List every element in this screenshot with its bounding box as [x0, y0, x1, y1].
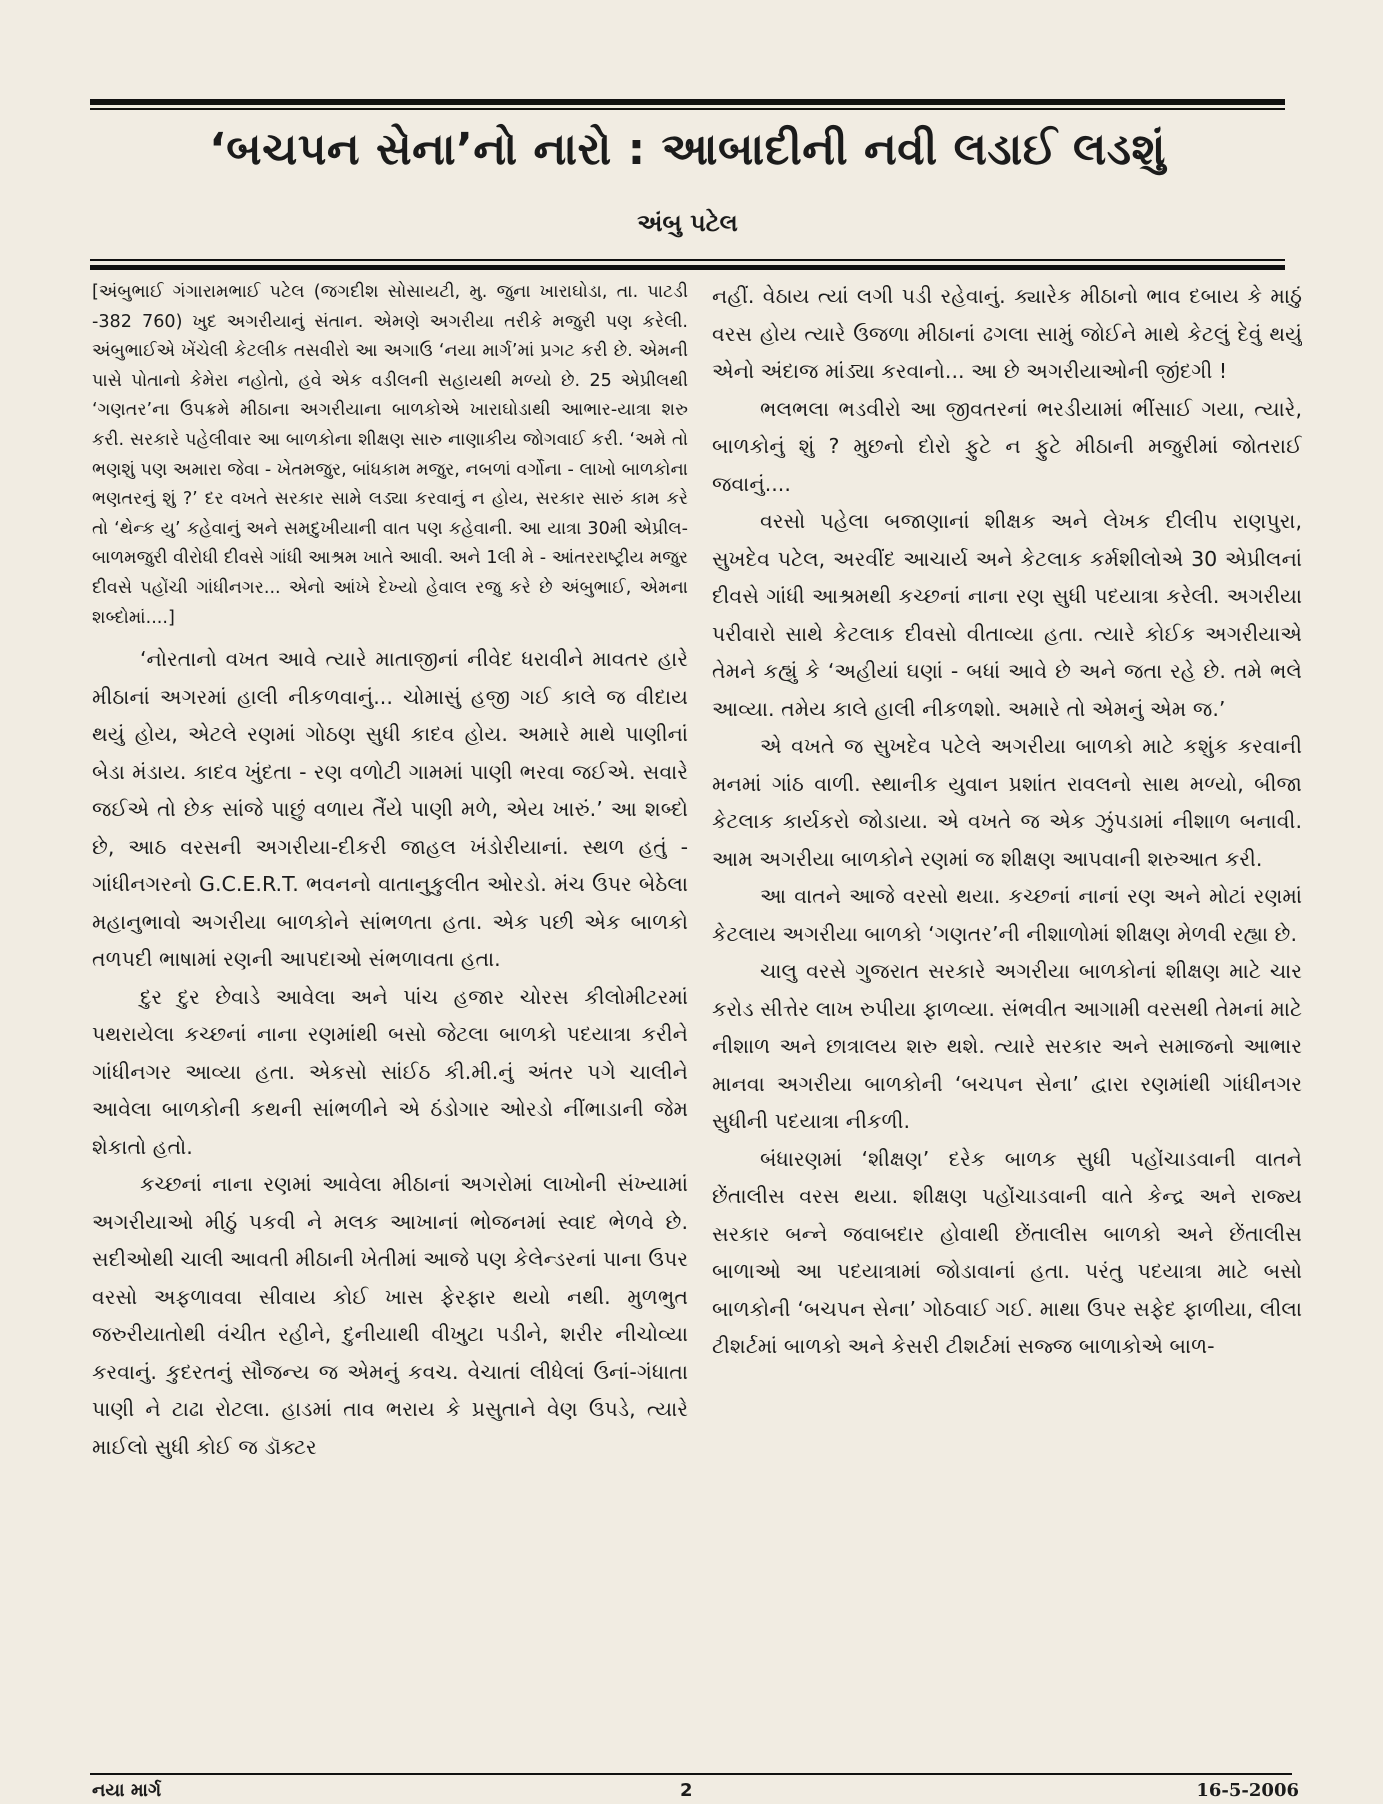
article-byline: અંબુ પટેલ [637, 209, 738, 237]
body-paragraph: એ વખતે જ સુખદેવ પટેલે અગરીયા બાળકો માટે કશુંક કરવાની મનમાં ગાંઠ વાળી. સ્થાનીક યુવાન પ્રશાંત રાવલનો સાથ મળ્યો, બીજા કેટલાક કાર્યકરો જોડાયા. એ વખતે જ એક ઝુંપડામાં નીશાળ બનાવી. આમ અગરીયા બાળકોને રણમાં જ શીક્ષણ આપવાની શરુઆત કરી. [712, 734, 1302, 871]
body-paragraph: કચ્છનાં નાના રણમાં આવેલા મીઠાનાં અગરોમાં લાખોની સંખ્યામાં અગરીયાઓ મીઠું પકવી ને મલક આખાનાં ભોજનમાં સ્વાદ ભેળવે છે. સદીઓથી ચાલી આવતી મીઠાની ખેતીમાં આજે પણ કેલેન્ડરનાં પાના ઉપર વરસો અફળાવવા સીવાય કોઈ ખાસ ફેરફાર થયો નથી. મુળભુત જરુરીયાતોથી વંચીત રહીને, દુનીયાથી વીખુટા પડીને, શરીર નીચોવ્યા કરવાનું. કુદરતનું સૌજન્ય જ એમનું કવચ. વેચાતાં લીધેલાં ઉનાં-ગંધાતા પાણી ને ટાઢા રોટલા. હાડમાં તાવ ભરાય કે પ્રસુતાને વેણ ઉપડે, ત્યારે માઈલો સુધી કોઈ જ ડૉક્ટર [92, 1172, 688, 1459]
body-paragraph: વરસો પહેલા બજાણાનાં શીક્ષક અને લેખક દીલીપ રાણપુરા, સુખદેવ પટેલ, અરવીંદ આચાર્ય અને કેટલાક કર્મશીલોએ 30 એપ્રીલનાં દીવસે ગાંધી આશ્રમથી કચ્છનાં નાના રણ સુધી પદયાત્રા કરેલી. અગરીયા પરીવારો સાથે કેટલાક દીવસો વીતાવ્યા હતા. ત્યારે કોઈક અગરીયાએ તેમને કહ્યું કે ‘અહીયાં ઘણાં - બધાં આવે છે અને જતા રહે છે. તમે ભલે આવ્યા. તમેય કાલે હાલી નીકળશો. અમારે તો એમનું એમ જ.’ [712, 509, 1302, 721]
footer-rule [90, 1773, 1292, 1775]
body-paragraph: ભલભલા ભડવીરો આ જીવતરનાં ભરડીયામાં ભીંસાઈ ગયા, ત્યારે, બાળકોનું શું ? મુછનો દોરો ફુટે ન ફુટે મીઠાની મજુરીમાં જોતરાઈ જવાનું.... [712, 396, 1302, 496]
body-paragraph: બંધારણમાં ‘શીક્ષણ’ દરેક બાળક સુધી પહોંચાડવાની વાતને છેંતાલીસ વરસ થયા. શીક્ષણ પહોંચાડવાની વાતે કેન્દ્ર અને રાજ્ય સરકાર બન્ને જવાબદાર હોવાથી છેંતાલીસ બાળકો અને છેંતાલીસ બાળાઓ આ પદયાત્રામાં જોડાવાનાં હતા. પરંતુ પદયાત્રા માટે બસો બાળકોની ‘બચપન સેના’ ગોઠવાઈ ગઈ. માથા ઉપર સફેદ ફાળીયા, લીલા ટીશર્ટમાં બાળકો અને કેસરી ટીશર્ટમાં સજ્જ બાળાકોએ બાળ- [712, 1146, 1302, 1358]
body-paragraph: દુર દુર છેવાડે આવેલા અને પાંચ હજાર ચોરસ કીલોમીટરમાં પથરાયેલા કચ્છનાં નાના રણમાંથી બસો જેટલા બાળકો પદયાત્રા કરીને ગાંધીનગર આવ્યા હતા. એકસો સાંઈઠ કી.મી.નું અંતર પગે ચાલીને આવેલા બાળકોની કથની સાંભળીને એ ઠંડોગાર ઓરડો નીંભાડાની જેમ શેકાતો હતો. [92, 984, 688, 1159]
footer-publication: નયા માર્ગ [92, 1780, 162, 1801]
body-paragraph: આ વાતને આજે વરસો થયા. કચ્છનાં નાનાં રણ અને મોટાં રણમાં કેટલાય અગરીયા બાળકો ‘ગણતર’ની નીશાળોમાં શીક્ષણ મેળવી રહ્યા છે. [712, 884, 1302, 946]
body-paragraph: નહીં. વેઠાય ત્યાં લગી પડી રહેવાનું. ક્યારેક મીઠાનો ભાવ દબાય કે માઠું વરસ હોય ત્યારે ઉજળા મીઠાનાં ઢગલા સામું જોઈને માથે કેટલું દેવું થયું એનો અંદાજ માંડ્યા કરવાનો... આ છે અગરીયાઓની જીંદગી ! [712, 284, 1302, 383]
byline-rule-thin [90, 259, 1285, 261]
top-rule-thin [90, 108, 1285, 110]
left-column [92, 278, 688, 1758]
footer-page-number: 2 [680, 1780, 693, 1801]
body-paragraph: ‘નોરતાનો વખત આવે ત્યારે માતાજીનાં નીવેદ ધરાવીને માવતર હારે મીઠાનાં અગરમાં હાલી નીકળવાનું... ચોમાસું હજી ગઈ કાલે જ વીદાય થયું હોય, એટલે રણમાં ગોઠણ સુધી કાદવ હોય. અમારે માથે પાણીનાં બેડા મંડાય. કાદવ ખુંદતા - રણ વળોટી ગામમાં પાણી ભરવા જઈએ. સવારે જઈએ તો છેક સાંજે પાછું વળાય તૈંયે પાણી મળે, એય ખારું.’ આ શબ્દો છે, આઠ વરસની અગરીયા-દીકરી જાહલ ખંડોરીયાનાં. સ્થળ હતું - ગાંધીનગરનો G.C.E.R.T. ભવનનો વાતાનુકુલીત ઓરડો. મંચ ઉપર બેઠેલા મહાનુભાવો અગરીયા બાળકોને સાંભળતા હતા. એક પછી એક બાળકો તળપદી ભાષામાં રણની આપદાઓ સંભળાવતા હતા. [92, 647, 688, 972]
footer-date: 16-5-2006 [1196, 1780, 1299, 1801]
article-headline: ‘બચપન સેના’નો નારો : આબાદીની નવી લડાઈ લડશું [209, 124, 1166, 175]
article-intro: [અંબુભાઈ ગંગારામભાઈ પટેલ (જગદીશ સોસાયટી, મુ. જુના ખારાઘોડા, તા. પાટડી -382 760) ખુદ અગરીયાનું સંતાન. એમણે અગરીયા તરીકે મજુરી પણ કરેલી. અંબુભાઈએ ખેંચેલી કેટલીક તસવીરો આ અગાઉ ‘નયા માર્ગ’માં પ્રગટ કરી છે. એમની પાસે પોતાનો કેમેરા નહોતો, હવે એક વડીલની સહાયથી મળ્યો છે. 25 એપ્રીલથી ‘ગણતર’ના ઉપક્રમે મીઠાના અગરીયાના બાળકોએ ખારાઘોડાથી આભાર-યાત્રા શરુ કરી. સરકારે પહેલીવાર આ બાળકોના શીક્ષણ સારુ નાણાકીય જોગવાઈ કરી. ‘અમે તો ભણશું પણ અમારા જેવા - ખેતમજુર, બાંધકામ મજુર, નબળાં વર્ગોના - લાખો બાળકોના ભણતરનું શું ?’ દર વખતે સરકાર સામે લડ્યા કરવાનું ન હોય, સરકાર સારું કામ કરે તો ‘થેન્ક યુ’ કહેવાનું અને સમદુખીયાની વાત પણ કહેવાની. આ યાત્રા 30મી એપ્રીલ-બાળમજુરી વીરોધી દીવસે ગાંધી આશ્રમ ખાતે આવી. અને 1લી મે - આંતરરાષ્ટ્રીય મજુર દીવસે પહોંચી ગાંધીનગર... એનો આંખે દેખ્યો હેવાલ રજુ કરે છે અંબુભાઈ, એમના શબ્દોમાં....] [92, 282, 688, 628]
byline-rule-thick [90, 265, 1285, 270]
right-column [712, 278, 1302, 1758]
top-rule-thick [90, 99, 1285, 105]
body-paragraph: ચાલુ વરસે ગુજરાત સરકારે અગરીયા બાળકોનાં શીક્ષણ માટે ચાર કરોડ સીત્તેર લાખ રુપીયા ફાળવ્યા. સંભવીત આગામી વરસથી તેમનાં માટે નીશાળ અને છાત્રાલય શરુ થશે. ત્યારે સરકાર અને સમાજનો આભાર માનવા અગરીયા બાળકોની ‘બચપન સેના’ દ્વારા રણમાંથી ગાંધીનગર સુધીની પદયાત્રા નીકળી. [712, 959, 1302, 1133]
